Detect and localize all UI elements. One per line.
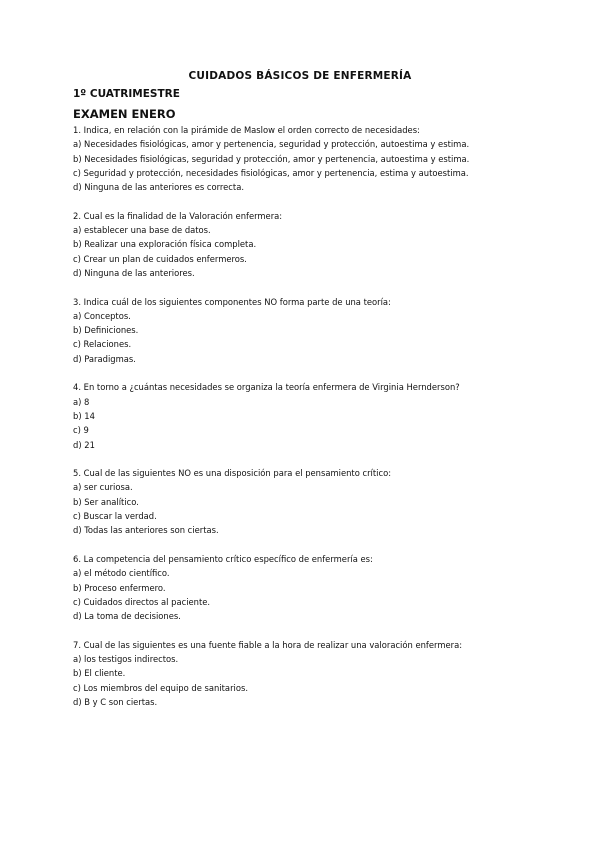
answer-option: a) Conceptos. bbox=[73, 310, 131, 321]
semester-heading: 1º CUATRIMESTRE bbox=[73, 88, 180, 100]
answer-option: a) el método científico. bbox=[73, 568, 170, 579]
answer-option: d) Todas las anteriores son ciertas. bbox=[73, 525, 219, 536]
question-text: 7. Cual de las siguientes es una fuente fiable a la hora de realizar una valoración enfermera: bbox=[73, 639, 463, 650]
question-text: 4. En torno a ¿cuántas necesidades se organiza la teoría enfermera de Virginia Hernderson? bbox=[73, 382, 460, 393]
answer-option: c) Buscar la verdad. bbox=[73, 511, 157, 522]
question-5 bbox=[73, 466, 573, 537]
question-1 bbox=[73, 123, 573, 194]
answer-option: d) 21 bbox=[73, 439, 95, 450]
question-text: 2. Cual es la finalidad de la Valoración enfermera: bbox=[73, 210, 283, 221]
question-3 bbox=[73, 295, 573, 366]
question-text: 6. La competencia del pensamiento crítico específico de enfermería es: bbox=[73, 553, 373, 564]
answer-option: d) Ninguna de las anteriores. bbox=[73, 267, 195, 278]
answer-option: b) El cliente. bbox=[73, 668, 126, 679]
answer-option: a) ser curiosa. bbox=[73, 482, 133, 493]
answer-option: d) Ninguna de las anteriores es correcta. bbox=[73, 182, 244, 193]
answer-option: b) Ser analítico. bbox=[73, 496, 139, 507]
question-text: 3. Indica cuál de los siguientes componentes NO forma parte de una teoría: bbox=[73, 296, 391, 307]
answer-option: a) los testigos indirectos. bbox=[73, 653, 179, 664]
question-text: 5. Cual de las siguientes NO es una disposición para el pensamiento crítico: bbox=[73, 468, 392, 479]
answer-option: c) 9 bbox=[73, 425, 89, 436]
answer-option: b) Definiciones. bbox=[73, 325, 139, 336]
question-4 bbox=[73, 380, 573, 451]
answer-option: c) Cuidados directos al paciente. bbox=[73, 596, 211, 607]
answer-option: c) Los miembros del equipo de sanitarios. bbox=[73, 682, 248, 693]
answer-option: a) establecer una base de datos. bbox=[73, 225, 211, 236]
answer-option: c) Seguridad y protección, necesidades fisiológicas, amor y pertenencia, estima y autoestima. bbox=[73, 167, 469, 178]
answer-option: d) B y C son ciertas. bbox=[73, 696, 158, 707]
answer-option: a) 8 bbox=[73, 396, 90, 407]
question-text: 1. Indica, en relación con la pirámide de Maslow el orden correcto de necesidades: bbox=[73, 125, 420, 135]
answer-option: b) Proceso enfermero. bbox=[73, 582, 166, 593]
answer-option: b) 14 bbox=[73, 410, 95, 421]
question-7 bbox=[73, 638, 573, 709]
document-title: CUIDADOS BÁSICOS DE ENFERMERÍA bbox=[188, 70, 412, 82]
answer-option: c) Crear un plan de cuidados enfermeros. bbox=[73, 253, 247, 264]
question-6 bbox=[73, 552, 573, 623]
answer-option: b) Necesidades fisiológicas, seguridad y protección, amor y pertenencia, autoestima y estima. bbox=[73, 153, 470, 164]
answer-option: d) La toma de decisiones. bbox=[73, 611, 181, 622]
answer-option: b) Realizar una exploración física completa. bbox=[73, 239, 257, 250]
question-list bbox=[73, 123, 573, 723]
exam-heading: EXAMEN ENERO bbox=[73, 107, 176, 121]
answer-option: d) Paradigmas. bbox=[73, 353, 136, 364]
answer-option: a) Necesidades fisiológicas, amor y pertenencia, seguridad y protección, autoestima y estima. bbox=[73, 139, 470, 150]
question-2 bbox=[73, 209, 573, 280]
answer-option: c) Relaciones. bbox=[73, 339, 132, 350]
